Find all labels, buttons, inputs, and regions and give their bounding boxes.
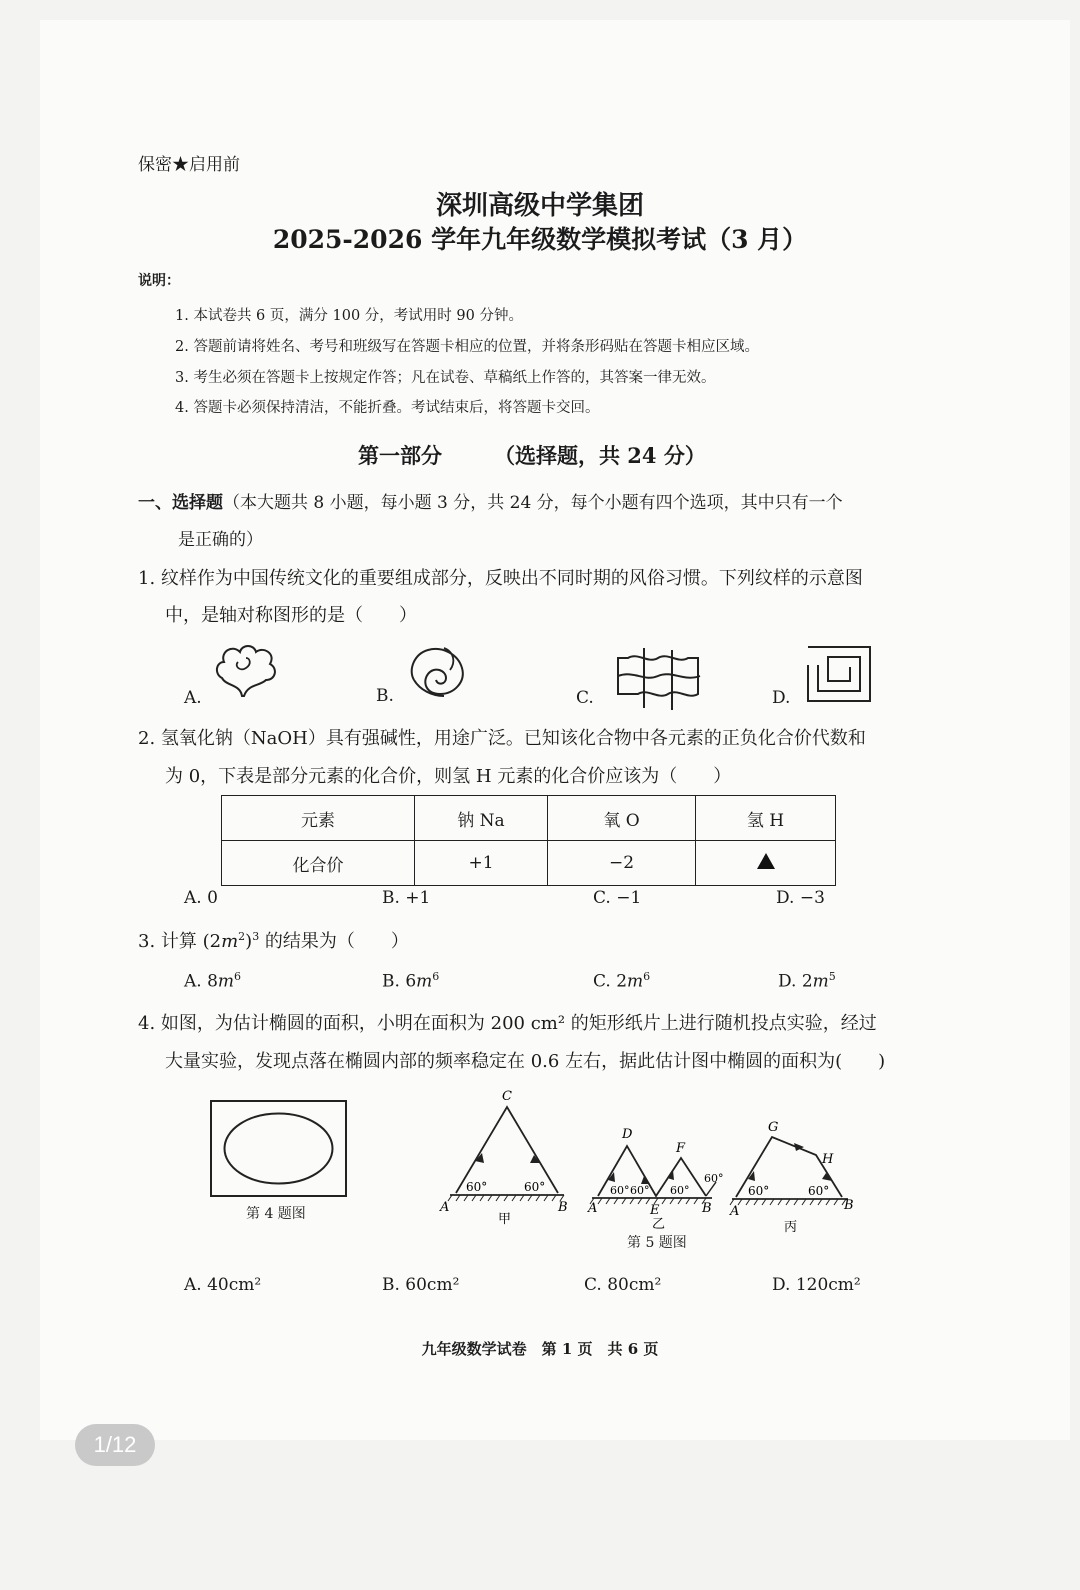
arrow-icon — [475, 1153, 540, 1163]
q1-option-d: D. — [772, 688, 791, 708]
angle-label: 60° — [704, 1172, 724, 1185]
page-indicator[interactable]: 1/12 — [75, 1424, 155, 1466]
q1-line1: 1. 纹样作为中国传统文化的重要组成部分，反映出不同时期的风俗习惯。下列纹样的示意图 — [138, 568, 863, 589]
pattern-a-icon — [212, 640, 282, 700]
option-label: C. — [593, 971, 617, 992]
arrow-icon — [608, 1170, 674, 1184]
point-a-label: A — [440, 1200, 450, 1215]
q3-mid: ) — [245, 931, 253, 952]
option-var: m — [416, 971, 433, 992]
figure5-caption: 第 5 题图 — [627, 1235, 687, 1251]
angle-label: 60° — [808, 1184, 830, 1198]
q1-option-b: B. — [376, 686, 394, 706]
option-coef: 8 — [207, 971, 218, 992]
confidential-label: 保密★启用前 — [138, 155, 240, 175]
option-var: m — [812, 971, 829, 992]
q2-option-c: C. −1 — [593, 888, 642, 908]
q3-sup-inner: 2 — [238, 930, 246, 943]
q4-option-a: A. 40cm² — [184, 1275, 262, 1295]
q3-var: m — [221, 931, 239, 952]
angle-label: 60° — [524, 1180, 546, 1194]
figure-label: 甲 — [498, 1212, 512, 1227]
pattern-b-icon — [404, 640, 474, 700]
table-cell: 化合价 — [222, 841, 415, 886]
figure-label: 乙 — [652, 1217, 666, 1232]
point-f-label: F — [676, 1141, 686, 1156]
point-e-label: E — [650, 1203, 660, 1218]
table-cell: 钠 Na — [415, 796, 548, 841]
q2-line1: 2. 氢氧化钠（NaOH）具有强碱性，用途广泛。已知该化合物中各元素的正负化合价代数和 — [138, 728, 866, 749]
exam-title: 2025-2026 学年九年级数学模拟考试（3 月） — [272, 225, 808, 254]
table-cell: +1 — [415, 841, 548, 886]
section-heading — [138, 488, 843, 513]
q2-option-d: D. −3 — [776, 888, 825, 908]
pattern-d-icon — [806, 645, 872, 703]
option-exp: 6 — [432, 970, 440, 983]
option-coef: 2 — [616, 971, 628, 992]
triangle-placeholder-icon — [756, 852, 776, 870]
section-heading-bold: 一、选择题 — [138, 493, 223, 513]
figure-label: 丙 — [784, 1220, 798, 1235]
q2-option-b: B. +1 — [382, 888, 431, 908]
point-a-label: A — [730, 1204, 740, 1219]
q4-line2: 大量实验，发现点落在椭圆内部的频率稳定在 0.6 左右，据此估计图中椭圆的面积为( ) — [165, 1051, 886, 1072]
q4-option-d: D. 120cm² — [772, 1275, 861, 1295]
table-cell: −2 — [548, 841, 696, 886]
school-title: 深圳高级中学集团 — [435, 191, 644, 221]
page-footer: 九年级数学试卷 第 1 页 共 6 页 — [421, 1340, 659, 1358]
table-cell-unknown — [696, 841, 836, 886]
q2-line2: 为 0，下表是部分元素的化合价，则氢 H 元素的化合价应该为（ ） — [165, 766, 732, 787]
option-var: m — [627, 971, 644, 992]
point-a-label: A — [588, 1201, 598, 1216]
note-item: 1. 本试卷共 6 页，满分 100 分，考试用时 90 分钟。 — [175, 308, 523, 324]
point-b-label: B — [702, 1201, 712, 1216]
q3-option-a — [184, 970, 241, 992]
angle-label: 60° — [466, 1180, 488, 1194]
q1-line2: 中，是轴对称图形的是（ ） — [165, 605, 417, 626]
figure5-bing-diagram — [724, 1115, 864, 1245]
option-coef: 6 — [405, 971, 417, 992]
hatching — [448, 1195, 564, 1201]
option-var: m — [217, 971, 235, 992]
point-d-label: D — [622, 1127, 633, 1142]
figure5-jia-diagram — [430, 1085, 580, 1225]
option-exp: 5 — [828, 970, 836, 983]
note-item: 2. 答题前请将姓名、考号和班级写在答题卡相应的位置，并将条形码贴在答题卡相应区域。 — [175, 339, 759, 355]
q4-option-c: C. 80cm² — [584, 1275, 662, 1295]
point-b-label: B — [558, 1200, 568, 1215]
figure4-caption: 第 4 题图 — [246, 1206, 306, 1222]
q4-option-b: B. 60cm² — [382, 1275, 460, 1295]
table-row — [222, 841, 836, 886]
pattern-c-icon — [614, 648, 704, 710]
option-exp: 6 — [643, 970, 651, 983]
q3-sup-outer: 3 — [252, 930, 260, 943]
table-cell: 氢 H — [696, 796, 836, 841]
q1-option-c: C. — [576, 688, 594, 708]
angle-label: 60° — [610, 1184, 630, 1197]
option-exp: 6 — [234, 970, 242, 983]
section-heading-cont: 是正确的） — [178, 530, 263, 550]
part-subtitle: （选择题，共 24 分） — [494, 443, 706, 468]
option-coef: 2 — [801, 971, 813, 992]
table-cell: 氧 O — [548, 796, 696, 841]
q3-option-d — [778, 970, 836, 992]
point-g-label: G — [768, 1120, 779, 1135]
table-cell: 元素 — [222, 796, 415, 841]
q3-pre: 3. 计算 (2 — [138, 931, 222, 952]
hatching — [730, 1199, 846, 1205]
note-item: 3. 考生必须在答题卡上按规定作答；凡在试卷、草稿纸上作答的，其答案一律无效。 — [175, 370, 716, 386]
table-row — [222, 796, 836, 841]
option-label: D. — [778, 971, 802, 992]
figure4-ellipse-in-rectangle — [210, 1100, 348, 1198]
q3-option-b — [382, 970, 439, 992]
angle-label: 60° — [670, 1184, 690, 1197]
notes-heading: 说明： — [138, 273, 180, 289]
valence-table — [221, 795, 836, 886]
angle-label: 60° — [748, 1184, 770, 1198]
q3-stem — [138, 927, 409, 953]
point-b-label: B — [844, 1198, 854, 1213]
point-c-label: C — [502, 1089, 512, 1104]
angle-label: 60° — [630, 1184, 650, 1197]
hatching — [590, 1198, 706, 1204]
q3-post: 的结果为（ ） — [259, 931, 409, 952]
q1-option-a: A. — [184, 688, 202, 708]
q3-option-c — [593, 970, 650, 992]
option-label: A. — [184, 971, 208, 992]
option-label: B. — [382, 971, 406, 992]
point-h-label: H — [822, 1152, 834, 1167]
part-title: 第一部分 — [358, 443, 442, 468]
section-heading-rest: （本大题共 8 小题，每小题 3 分，共 24 分，每个小题有四个选项，其中只有一个 — [223, 493, 843, 513]
q4-line1: 4. 如图，为估计椭圆的面积，小明在面积为 200 cm² 的矩形纸片上进行随机投点实验，经过 — [138, 1013, 877, 1034]
ellipse-shape — [225, 1114, 333, 1184]
rectangle-paper — [211, 1101, 346, 1196]
note-item: 4. 答题卡必须保持清洁，不能折叠。考试结束后，将答题卡交回。 — [175, 400, 600, 416]
q2-option-a: A. 0 — [184, 888, 218, 908]
